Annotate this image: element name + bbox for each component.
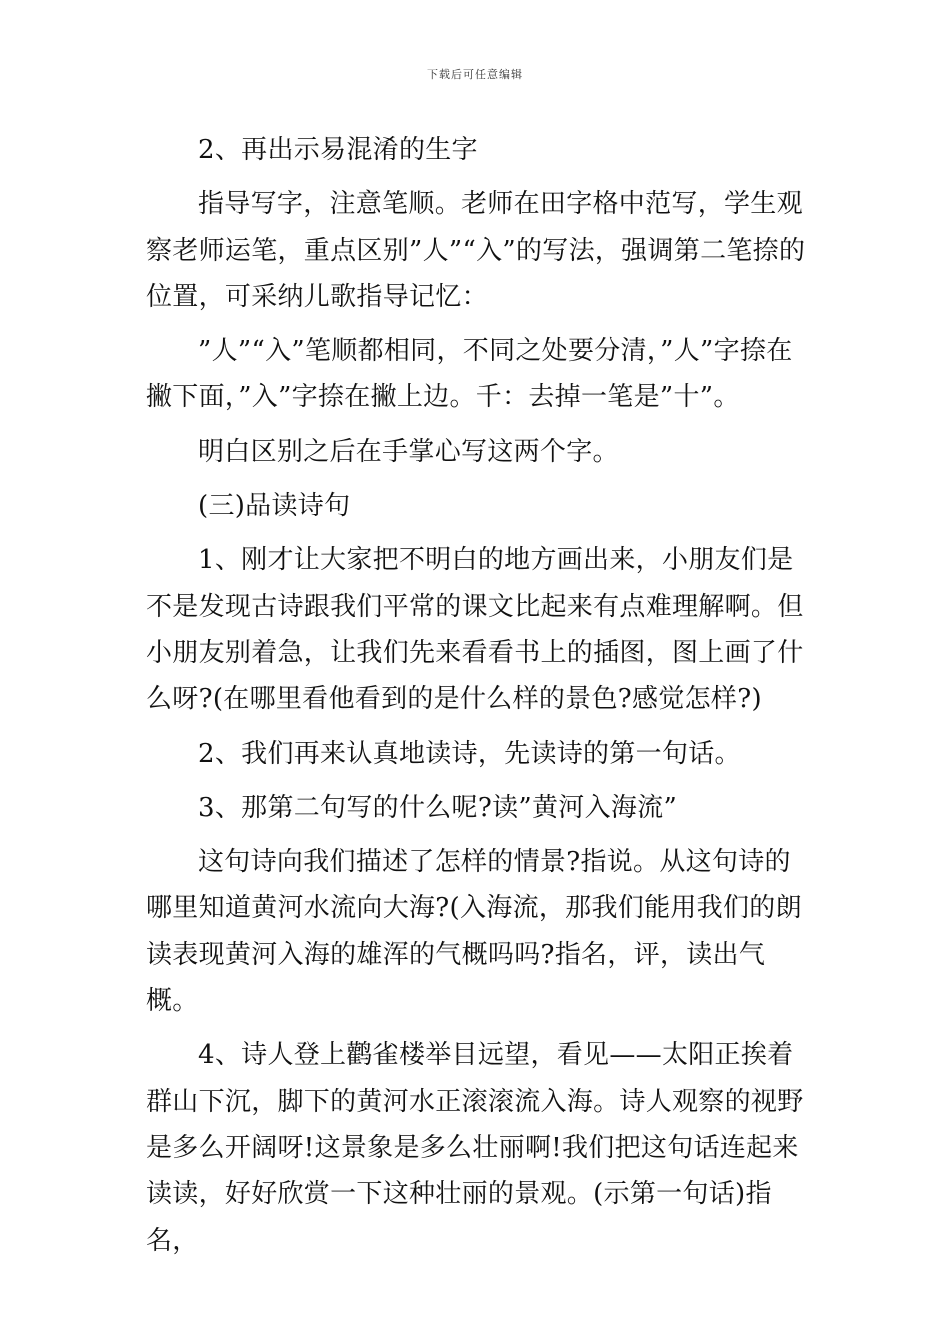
paragraph: 3、那第二句写的什么呢?读”黄河入海流” xyxy=(198,792,678,823)
header-note: 下载后可任意编辑 xyxy=(427,68,523,81)
document-body xyxy=(146,127,806,1272)
paragraph: 4、诗人登上鹳雀楼举目远望，看见——太阳正挨着群山下沉，脚下的黄河水正滚滚流入海。诗人观察的视野是多么开阔呀!这景象是多么壮丽啊!我们把这句话连起来读读，好好欣赏一下这种壮丽的景观。(示第一句话)指名， xyxy=(146,1040,804,1256)
paragraph: 1、刚才让大家把不明白的地方画出来，小朋友们是不是发现古诗跟我们平常的课文比起来有点难理解啊。但小朋友别着急，让我们先来看看书上的插图，图上画了什么呀?(在哪里看他看到的是什么样的景色?感觉怎样?) xyxy=(146,545,804,715)
paragraph: 明白区别之后在手掌心写这两个字。 xyxy=(198,436,619,467)
paragraph: 指导写字，注意笔顺。老师在田字格中范写，学生观察老师运笔，重点区别”人”“入”的写法，强调第二笔捺的位置，可采纳儿歌指导记忆： xyxy=(146,189,806,312)
section-heading: (三)品读诗句 xyxy=(198,491,351,522)
paragraph: 2、我们再来认真地读诗，先读诗的第一句话。 xyxy=(198,738,741,769)
paragraph: 2、再出示易混淆的生字 xyxy=(198,135,478,165)
paragraph: ”人”“入”笔顺都相同，不同之处要分清，”人”字捺在撇下面，”入”字捺在撇上边。千：去掉一笔是”十”。 xyxy=(146,336,793,413)
paragraph: 这句诗向我们描述了怎样的情景?指说。从这句诗的哪里知道黄河水流向大海?(入海流，那我们能用我们的朗读表现黄河入海的雄浑的气概吗吗?指名，评，读出气概。 xyxy=(146,847,802,1017)
